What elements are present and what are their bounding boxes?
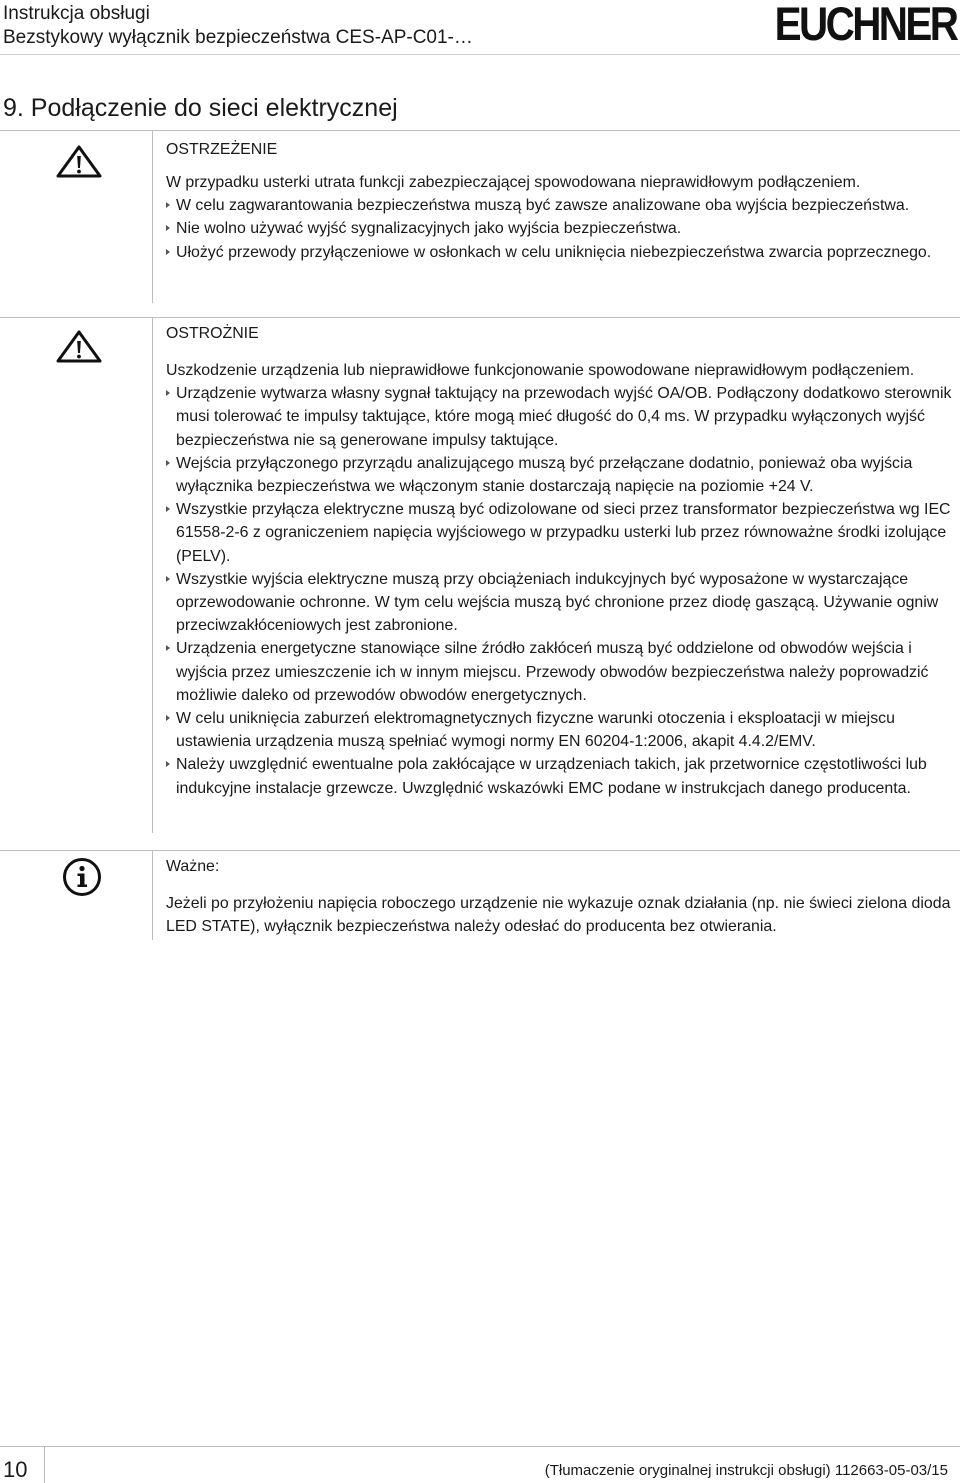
caution-top-divider [0,317,960,318]
important-top-divider [0,850,960,851]
section-title: 9. Podłączenie do sieci elektrycznej [3,94,398,122]
list-item: Wszystkie wyjścia elektryczne muszą przy obciążeniach indukcyjnych być wyposażone w wystarczające oprzewodowanie ochronne. W tym celu wejścia muszą być chronione przez diodę gaszącą. Używanie ogniw przeciwzakłóceniowych jest zabronione. [166,568,956,638]
document-reference: (Tłumaczenie oryginalnej instrukcji obsługi) 112663-05-03/15 [544,1462,948,1479]
warning-list [166,194,956,264]
list-item: W celu uniknięcia zaburzeń elektromagnetycznych fizyczne warunki otoczenia i eksploatacji w miejscu ustawienia urządzenia muszą spełniać wymogi normy EN 60204-1:2006, akapit 4.4.2/EMV. [166,707,956,753]
warning-vertical-divider [152,130,153,303]
list-item: W celu zagwarantowania bezpieczeństwa muszą być zawsze analizowane oba wyjścia bezpieczeństwa. [166,194,956,217]
caution-block [166,322,956,800]
caution-heading: OSTROŻNIE [166,325,259,342]
document-header [3,2,473,50]
header-divider [0,54,960,55]
list-item: Ułożyć przewody przyłączeniowe w osłonkach w celu uniknięcia niebezpieczeństwa zwarcia poprzecznego. [166,241,956,264]
warning-top-divider [0,130,960,131]
important-text: Jeżeli po przyłożeniu napięcia roboczego urządzenie nie wykazuje oznak działania (np. nie świeci zielona dioda LED STATE), wyłącznik bezpieczeństwa należy odesłać do producenta bez otwierania. [166,895,951,936]
footer-divider [0,1446,960,1447]
warning-intro: W przypadku usterki utrata funkcji zabezpieczającej spowodowana nieprawidłowym podłączeniem. [166,174,861,191]
warning-triangle-icon [56,145,102,183]
list-item: Wszystkie przyłącza elektryczne muszą być odizolowane od sieci przez transformator bezpieczeństwa wg IEC 61558-2-6 z ograniczeniem napięcia wyjściowego w przypadku usterki lub przez równoważne środki izolujące (PELV). [166,498,956,568]
caution-list [166,382,956,800]
important-block [166,855,956,938]
page-number: 10 [3,1457,28,1482]
info-icon [62,857,102,902]
document-type: Instrukcja obsługi [3,3,150,24]
warning-heading: OSTRZEŻENIE [166,141,278,158]
warning-triangle-icon [56,330,102,368]
important-vertical-divider [152,850,153,940]
list-item: Wejścia przyłączonego przyrządu analizującego muszą być przełączane dodatnio, ponieważ oba wyjścia wyłącznika bezpieczeństwa we włączonym stanie dostarczają napięcie na poziomie +24 V. [166,452,956,498]
footer-vertical-divider [44,1446,45,1483]
list-item: Nie wolno używać wyjść sygnalizacyjnych jako wyjścia bezpieczeństwa. [166,217,956,240]
list-item: Urządzenie wytwarza własny sygnał taktujący na przewodach wyjść OA/OB. Podłączony dodatkowo sterownik musi tolerować te impulsy taktujące, które mogą mieć długość do 0,4 ms. W przypadku wyłączonych wyjść bezpieczeństwa nie są generowane impulsy taktujące. [166,382,956,452]
product-name: Bezstykowy wyłącznik bezpieczeństwa CES-AP-C01-… [3,27,473,48]
warning-block [166,138,956,264]
list-item: Urządzenia energetyczne stanowiące silne źródło zakłóceń muszą być oddzielone od obwodów wejścia i wyjścia przez umieszczenie ich w innym miejscu. Przewody obwodów bezpieczeństwa należy poprowadzić możliwie daleko od przewodów obwodów energetycznych. [166,637,956,707]
important-heading: Ważne: [166,858,220,875]
list-item: Należy uwzględnić ewentualne pola zakłócające w urządzeniach takich, jak przetwornice częstotliwości lub indukcyjne instalacje grzewcze. Uwzględnić wskazówki EMC podane w instrukcjach danego producenta. [166,753,956,799]
brand-logo: EUCHNER [774,0,956,50]
caution-intro: Uszkodzenie urządzenia lub nieprawidłowe funkcjonowanie spowodowane nieprawidłowym podłączeniem. [166,362,915,379]
caution-vertical-divider [152,317,153,833]
